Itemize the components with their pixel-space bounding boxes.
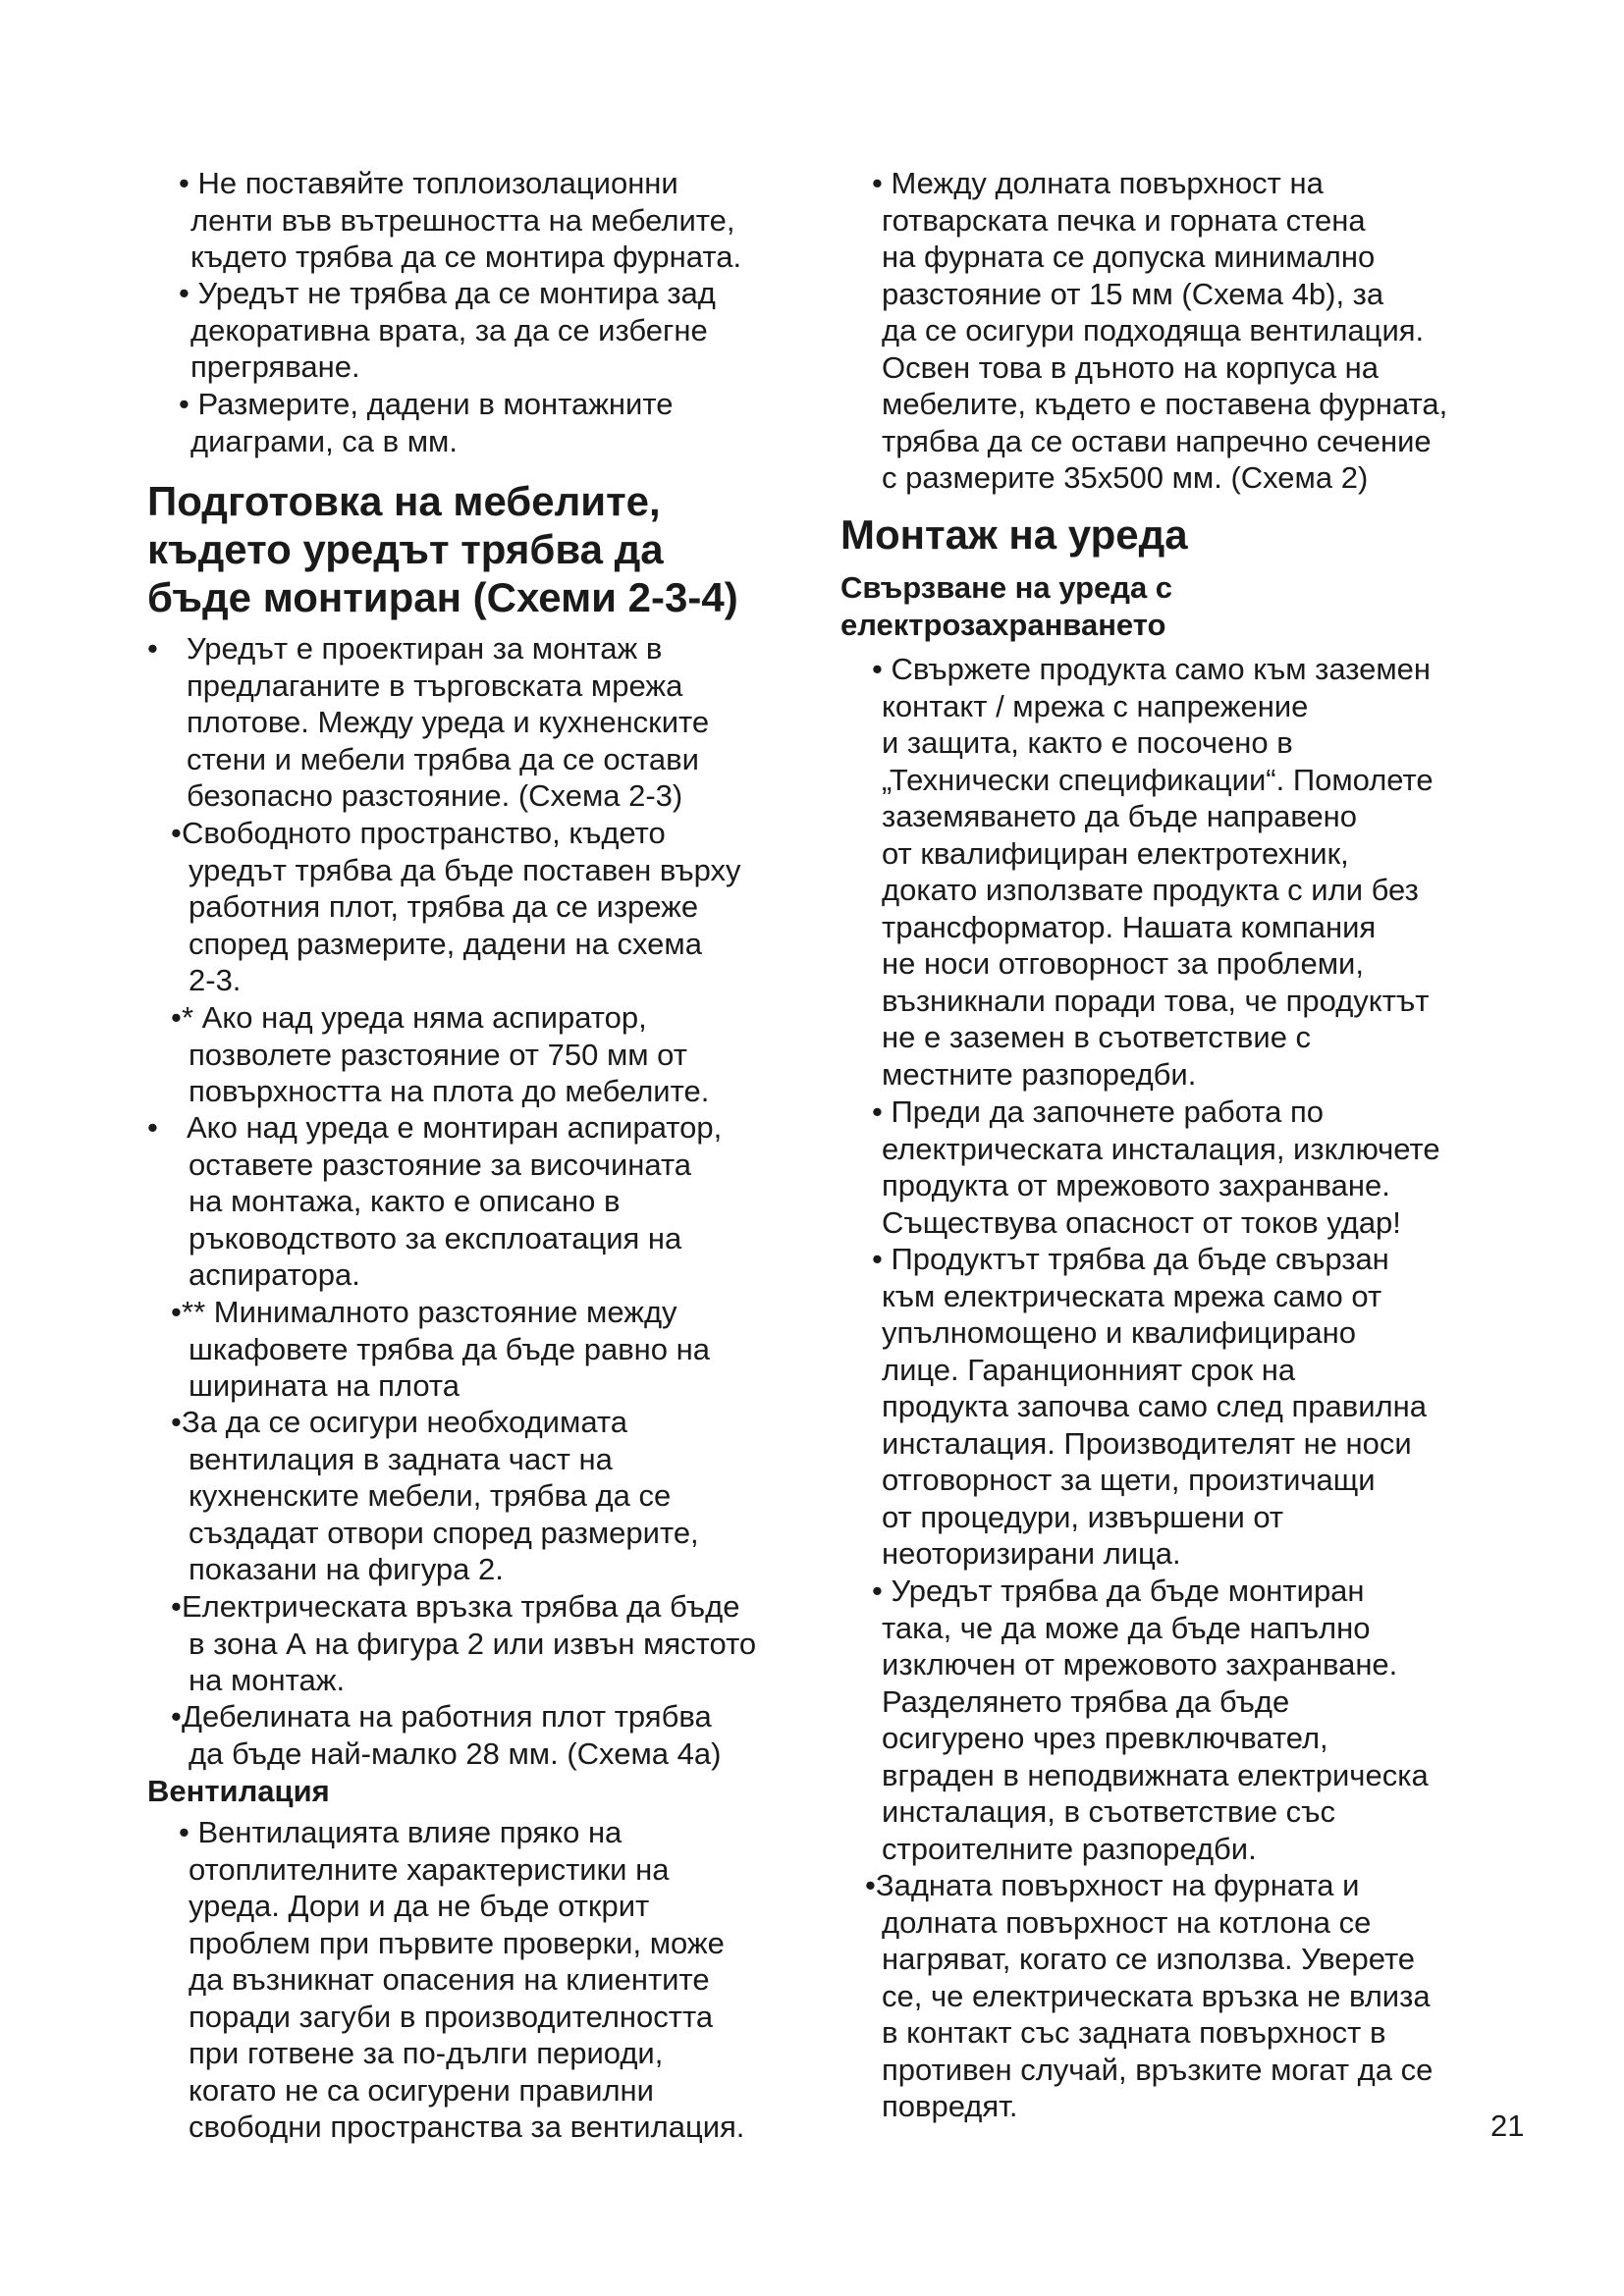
text-line: електрическата инсталация, изключете <box>882 1131 1440 1166</box>
text-line: • Свържете продукта само към заземен <box>872 652 1432 686</box>
bullet-mark: • <box>171 1699 182 1734</box>
text-line: на фурната се допуска минимално <box>882 240 1376 274</box>
text-line: • Преди да започнете работа по <box>872 1095 1325 1129</box>
text-line: осигурено чрез превключвател, <box>882 1721 1328 1755</box>
text-line: не е заземен в съответствие с <box>882 1020 1312 1054</box>
text-line: прегряване. <box>190 349 360 384</box>
text-line: 2-3. <box>189 963 242 997</box>
page-number: 21 <box>1490 2109 1525 2143</box>
text-line: предлаганите в търговската мрежа <box>187 667 683 703</box>
text-line: Освен това в дъното на корпуса на <box>882 349 1380 385</box>
prep-bullet <box>147 1698 815 1772</box>
text-line: при готвене за по-дълги периоди, <box>189 2036 664 2070</box>
text-line: създадат отвори според размерите, <box>189 1515 699 1550</box>
section-heading-furniture-preparation <box>147 477 738 621</box>
text-line: продукта започва само след правилна <box>882 1389 1427 1423</box>
prep-bullet <box>147 630 815 815</box>
text-line: трансформатор. Нашата компания <box>882 909 1377 944</box>
text-line: Електрическата връзка трябва да бъде <box>182 1589 740 1624</box>
connection-bullet <box>840 1573 1508 1867</box>
text-line: в контакт със задната повърхност в <box>882 2015 1386 2050</box>
text-line: според размерите, дадени на схема <box>189 926 702 961</box>
bullet-mark: • <box>171 816 182 850</box>
text-line: вграден в неподвижната електрическа <box>882 1757 1429 1792</box>
heading-line: Подготовка на мебелите, <box>147 478 661 524</box>
text-line: свободни пространства за вентилация. <box>189 2109 745 2144</box>
text-line: оставете разстояние за височината <box>189 1147 692 1182</box>
prep-bullet <box>147 815 815 999</box>
text-line: повредят. <box>882 2089 1018 2123</box>
prep-bullet <box>147 1294 815 1405</box>
text-line: • Уредът не трябва да се монтира зад <box>179 276 716 310</box>
text-line: работния плот, трябва да се изреже <box>189 889 699 924</box>
text-line: така, че да може да бъде напълно <box>882 1610 1371 1645</box>
prep-bullet <box>147 999 815 1110</box>
text-line: долната повърхност на котлона се <box>882 1904 1372 1940</box>
text-line: • Вентилацията влияе пряко на <box>179 1815 623 1849</box>
text-line: трябва да се остави напречно сечение <box>882 423 1432 458</box>
text-line: да бъде най-малко 28 мм. (Схема 4а) <box>189 1735 722 1771</box>
text-line: готварската печка и горната стена <box>882 202 1366 238</box>
text-line: •Задната повърхност на фурната и <box>865 1868 1360 1902</box>
bullet-mark: • <box>171 1295 182 1329</box>
text-line: Уредът е проектиран за монтаж в <box>187 631 663 666</box>
connection-bullet <box>840 651 1508 1093</box>
text-line: За да се осигури необходимата <box>182 1405 627 1439</box>
text-line: продукта от мрежовото захранване. <box>882 1168 1390 1202</box>
note-bullet <box>147 386 815 459</box>
text-line: възникнали поради това, че продуктът <box>882 983 1430 1018</box>
text-line: строителните разпоредби. <box>882 1831 1257 1866</box>
text-line: • Не поставяйте топлоизолационни <box>179 166 678 200</box>
text-line: показани на фигура 2. <box>189 1552 504 1586</box>
text-line: Ако над уреда е монтиран аспиратор, <box>187 1110 723 1145</box>
text-line: от квалифициран електротехник, <box>882 835 1349 871</box>
text-line: ленти във вътрешността на мебелите, <box>190 202 735 238</box>
heading-line: където уредът трябва да <box>147 526 664 572</box>
text-line: отоплителните характеристики на <box>189 1851 670 1887</box>
text-line: местните разпоредби. <box>882 1056 1197 1092</box>
heading-line: Свързване на уреда с <box>840 570 1173 605</box>
text-line: където трябва да се монтира фурната. <box>190 240 742 274</box>
note-bullet <box>147 275 815 386</box>
text-line: позволете разстояние от 750 мм от <box>189 1037 687 1072</box>
text-line: кухненските мебели, трябва да се <box>189 1478 672 1513</box>
note-bullet <box>147 165 815 276</box>
text-line: инсталация. Производителят не носи <box>882 1425 1412 1461</box>
connection-bullet <box>840 1094 1508 1241</box>
ventilation-heading: Вентилация <box>147 1774 330 1808</box>
text-line: неоторизирани лица. <box>882 1536 1181 1571</box>
text-line: ** Минималното разстояние между <box>182 1295 677 1329</box>
text-line: диаграми, са в мм. <box>190 423 458 458</box>
text-line: не носи отговорност за проблеми, <box>882 946 1364 981</box>
text-line: в зона А на фигура 2 или извън мястото <box>189 1626 757 1661</box>
text-line: уредът трябва да бъде поставен върху <box>189 852 741 887</box>
connection-bullet <box>840 1241 1508 1573</box>
text-line: ръководството за експлоатация на <box>189 1220 682 1255</box>
text-line: противен случай, връзките могат да се <box>882 2052 1434 2087</box>
text-line: на монтажа, както е описано в <box>189 1184 621 1218</box>
text-line: инсталация, в съответствие със <box>882 1794 1336 1829</box>
heading-line: бъде монтиран (Схеми 2-3-4) <box>147 574 738 620</box>
connection-bullet <box>840 1867 1508 2125</box>
bullet-mark: • <box>171 1000 182 1035</box>
bullet-mark: • <box>147 631 158 666</box>
section-heading-installation: Монтаж на уреда <box>840 511 1188 558</box>
bullet-mark: • <box>171 1589 182 1624</box>
text-line: поради загуби в производителността <box>189 1999 714 2034</box>
text-line: проблем при първите проверки, може <box>189 1925 725 1960</box>
text-line: на монтаж. <box>189 1663 346 1697</box>
text-line: „Технически спецификации“. Помолете <box>882 762 1434 797</box>
bullet-mark: • <box>147 1110 158 1145</box>
text-line: аспиратора. <box>189 1257 360 1292</box>
text-line: Дебелината на работния плот трябва <box>182 1699 712 1734</box>
text-line: изключен от мрежовото захранване. <box>882 1647 1398 1682</box>
ventilation-bullet <box>147 1814 815 2146</box>
text-line: разстояние от 15 мм (Схема 4b), за <box>882 276 1384 311</box>
text-line: безопасно разстояние. (Схема 2-3) <box>187 778 683 813</box>
text-line: към електрическата мрежа само от <box>882 1278 1382 1313</box>
text-line: плотове. Между уреда и кухненските <box>187 705 710 739</box>
text-line: повърхността на плота до мебелите. <box>189 1074 710 1108</box>
text-line: заземяването да бъде направено <box>882 799 1358 833</box>
text-line: докато използвате продукта с или без <box>882 873 1419 907</box>
text-line: Свободното пространство, където <box>182 816 666 850</box>
text-line: мебелите, където е поставена фурната, <box>882 387 1448 421</box>
text-line: ширината на плота <box>189 1368 460 1403</box>
heading-line: електрозахранването <box>840 607 1166 642</box>
text-line: • Уредът трябва да бъде монтиран <box>872 1574 1365 1608</box>
text-line: да възникнат опасения на клиентите <box>189 1962 710 1997</box>
text-line: шкафовете трябва да бъде равно на <box>189 1331 711 1366</box>
text-line: • Продуктът трябва да бъде свързан <box>872 1242 1389 1276</box>
text-line: стени и мебели трябва да се остави <box>187 741 699 776</box>
text-line: Разделянето трябва да бъде <box>882 1683 1290 1719</box>
text-line: вентилация в задната част на <box>189 1441 613 1476</box>
text-line: да се осигури подходяща вентилация. <box>882 313 1425 347</box>
prep-bullet <box>147 1404 815 1588</box>
text-line: лице. Гаранционният срок на <box>882 1352 1296 1387</box>
text-line: Съществува опасност от токов удар! <box>882 1204 1401 1240</box>
text-line: отговорност за щети, произтичащи <box>882 1463 1376 1497</box>
text-line: и защита, както е посочено в <box>882 725 1293 760</box>
text-line: • Между долната повърхност на <box>872 166 1324 200</box>
electrical-connection-subheading <box>840 569 1172 643</box>
text-line: декоративна врата, за да се избегне <box>190 312 708 347</box>
ventilation-gap-bullet <box>840 165 1508 497</box>
text-line: контакт / мрежа с напрежение <box>882 688 1309 723</box>
text-line: когато не са осигурени правилни <box>189 2072 654 2108</box>
text-line: се, че електрическата връзка не влиза <box>882 1978 1431 2013</box>
prep-bullet <box>147 1109 815 1294</box>
text-line: от процедури, извършени от <box>882 1499 1284 1534</box>
text-line: * Ако над уреда няма аспиратор, <box>182 1000 647 1035</box>
text-line: нагряват, когато се използва. Уверете <box>882 1942 1416 1976</box>
bullet-mark: • <box>171 1405 182 1439</box>
text-line: • Размерите, дадени в монтажните <box>179 387 674 421</box>
text-line: упълномощено и квалифицирано <box>882 1315 1357 1350</box>
text-line: с размерите 35х500 мм. (Схема 2) <box>882 460 1369 495</box>
prep-bullet <box>147 1588 815 1699</box>
text-line: уреда. Дори и да не бъде открит <box>189 1889 650 1923</box>
